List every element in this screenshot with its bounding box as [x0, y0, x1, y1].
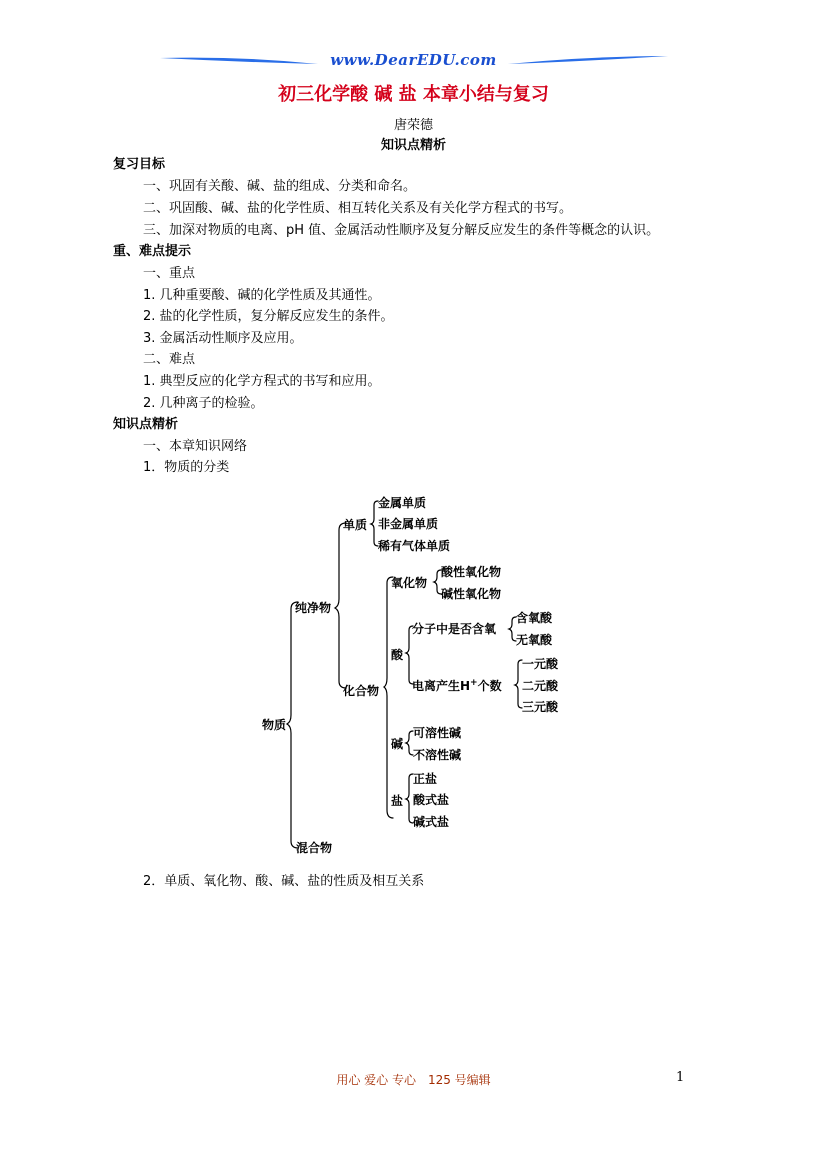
- keypoints-heading: 重、难点提示: [113, 244, 192, 259]
- tree-acid-h-sup: +: [470, 678, 478, 688]
- tree-root: 物质: [262, 718, 287, 732]
- tree-element-noble: 稀有气体单质: [378, 539, 451, 553]
- page-number: 1: [676, 1070, 685, 1085]
- tree-acid-h-suffix: 个数: [477, 679, 502, 693]
- goal-item-3: 三、加深对物质的电离、pH 值、金属活动性顺序及复分解反应发生的条件等概念的认识。: [143, 223, 660, 238]
- tree-acid-di: 二元酸: [522, 679, 559, 693]
- footer-text: 用心 爱心 专心 125 号编辑: [336, 1073, 491, 1087]
- tree-acid-oxygen-label: 分子中是否含氧: [412, 622, 497, 636]
- site-url[interactable]: www.DearEDU.com: [330, 51, 497, 69]
- key-item-2: 2. 盐的化学性质，复分解反应发生的条件。: [143, 309, 394, 324]
- tree-acid-oxy: 含氧酸: [516, 611, 553, 625]
- difficulty-item-2: 2. 几种离子的检验。: [143, 396, 264, 411]
- brace-root: [287, 602, 298, 848]
- tree-compound: 化合物: [343, 684, 380, 698]
- goals-heading: 复习目标: [113, 157, 166, 172]
- tree-element-nonmetal: 非金属单质: [378, 517, 439, 531]
- brace-base: [406, 731, 413, 755]
- tree-base: 碱: [391, 737, 404, 751]
- tree-acid: 酸: [391, 648, 404, 662]
- analysis-subheading-1: 一、本章知识网络: [143, 439, 248, 454]
- analysis-subheading-2: 1．物质的分类: [143, 460, 230, 475]
- tree-oxide-basic: 碱性氧化物: [441, 587, 502, 601]
- difficulty-item-1: 1. 典型反应的化学方程式的书写和应用。: [143, 374, 381, 389]
- key-item-3: 3. 金属活动性顺序及应用。: [143, 331, 303, 346]
- tree-acid-nonoxy: 无氧酸: [516, 633, 553, 647]
- tree-salt-acid: 酸式盐: [413, 793, 450, 807]
- tree-element: 单质: [343, 518, 368, 532]
- brace-compound: [384, 577, 393, 818]
- tree-acid-h-label: [412, 677, 502, 694]
- brace-pure: [335, 523, 346, 688]
- tree-base-insoluble: 不溶性碱: [413, 748, 462, 762]
- analysis-heading: 知识点精析: [113, 417, 179, 432]
- key-label: 一、重点: [143, 266, 196, 281]
- document-title: 初三化学酸 碱 盐 本章小结与复习: [278, 84, 549, 105]
- tree-salt: 盐: [391, 794, 404, 808]
- brace-acid-h: [515, 660, 522, 708]
- tree-acid-h-text: 电离产生H: [412, 679, 471, 693]
- brace-salt: [406, 774, 413, 823]
- analysis-subheading-3: 2．单质、氧化物、酸、碱、盐的性质及相互关系: [143, 874, 425, 889]
- brace-oxide: [434, 570, 441, 594]
- section-heading: 知识点精析: [380, 138, 446, 153]
- tree-base-soluble: 可溶性碱: [413, 726, 462, 740]
- tree-element-metal: 金属单质: [378, 496, 427, 510]
- tree-salt-normal: 正盐: [413, 772, 438, 786]
- tree-salt-basic: 碱式盐: [413, 815, 450, 829]
- brace-element: [371, 501, 378, 546]
- key-item-1: 1. 几种重要酸、碱的化学性质及其通性。: [143, 288, 381, 303]
- tree-oxide: 氧化物: [391, 576, 428, 590]
- tree-oxide-acidic: 酸性氧化物: [441, 565, 502, 579]
- goal-item-1: 一、巩固有关酸、碱、盐的组成、分类和命名。: [143, 179, 417, 194]
- tree-mixture: 混合物: [296, 841, 333, 855]
- brace-acid-oxygen: [509, 617, 516, 641]
- tree-acid-mono: 一元酸: [522, 657, 559, 671]
- author: 唐荣德: [393, 118, 433, 133]
- tree-acid-tri: 三元酸: [522, 700, 559, 714]
- difficulty-label: 二、难点: [143, 352, 196, 367]
- tree-pure: 纯净物: [295, 601, 332, 615]
- goal-item-2: 二、巩固酸、碱、盐的化学性质、相互转化关系及有关化学方程式的书写。: [143, 201, 573, 216]
